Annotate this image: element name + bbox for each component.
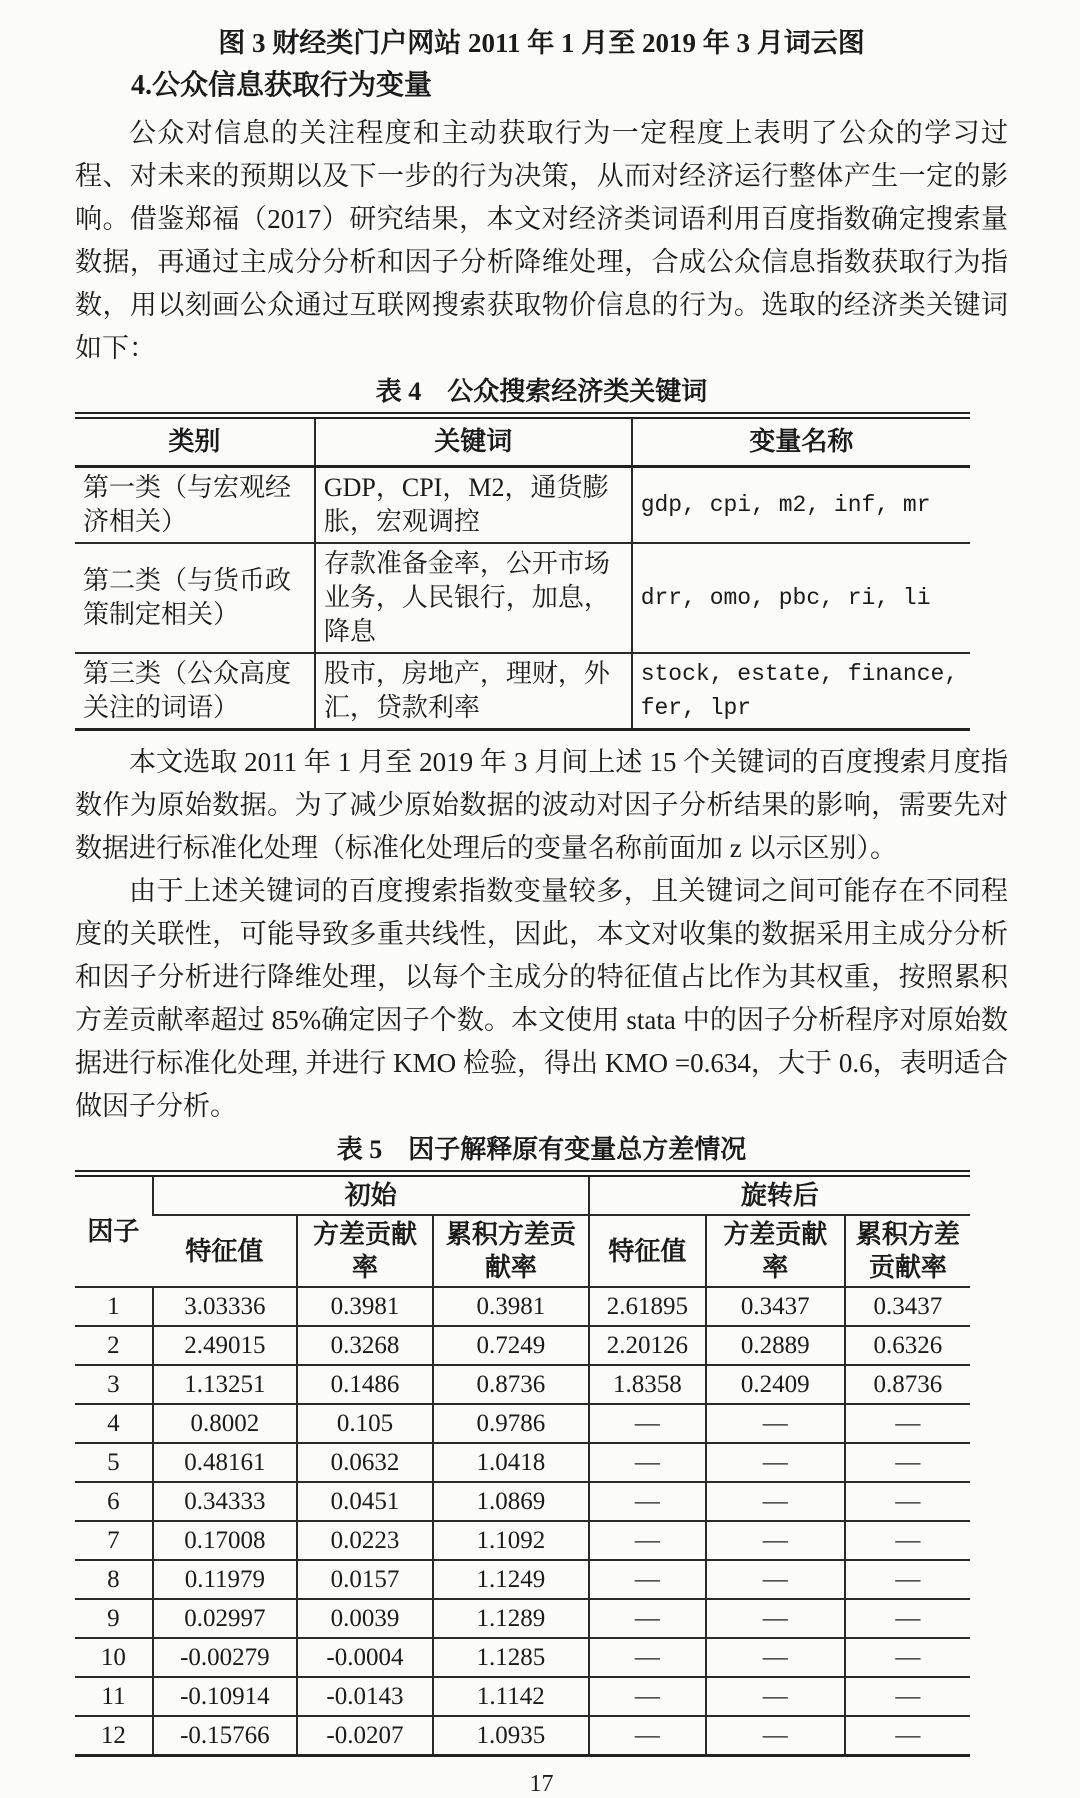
table-cell: -0.10914 xyxy=(153,1677,297,1716)
table-cell: 1.1249 xyxy=(433,1560,589,1599)
table-row xyxy=(75,1560,970,1599)
table-row xyxy=(75,1521,970,1560)
table-cell: 1.13251 xyxy=(153,1365,297,1404)
table4-body xyxy=(75,467,970,730)
table-cell: — xyxy=(845,1560,970,1599)
table-cell: 1.1289 xyxy=(433,1599,589,1638)
table-row xyxy=(75,1599,970,1638)
table-cell: 0.1486 xyxy=(297,1365,433,1404)
table-row xyxy=(75,543,970,653)
table-cell: 0.2409 xyxy=(706,1365,845,1404)
table-cell: — xyxy=(589,1599,706,1638)
table-cell: 股市，房地产，理财，外汇，贷款利率 xyxy=(315,653,632,730)
table-cell: 6 xyxy=(75,1482,153,1521)
table-cell: — xyxy=(706,1404,845,1443)
table-cell: 0.3268 xyxy=(297,1326,433,1365)
table-cell: — xyxy=(845,1443,970,1482)
paragraph-3: 由于上述关键词的百度搜索指数变量较多，且关键词之间可能存在不同程度的关联性，可能导致多重共线性，因此，本文对收集的数据采用主成分分析和因子分析进行降维处理，以每个主成分的特征值占比作为其权重，按照累积方差贡献率超过 85%确定因子个数。本文使用 stata 中的因子分析程序对原始数据进行标准化处理, 并进行 KMO 检验，得出 KMO =0.634，大于 0.6，表明适合做因子分析。 xyxy=(75,876,1008,1121)
table-cell: 存款准备金率，公开市场业务，人民银行，加息，降息 xyxy=(315,543,632,653)
table-cell: 0.0451 xyxy=(297,1482,433,1521)
table-cell: 2.20126 xyxy=(589,1326,706,1365)
table-row xyxy=(75,1326,970,1365)
table-cell: — xyxy=(845,1482,970,1521)
table-cell: 第三类（公众高度关注的词语） xyxy=(75,653,315,730)
table-cell: 2 xyxy=(75,1326,153,1365)
table-cell: 0.0039 xyxy=(297,1599,433,1638)
table-cell: 2.49015 xyxy=(153,1326,297,1365)
table-cell: 1.8358 xyxy=(589,1365,706,1404)
table-cell: — xyxy=(845,1716,970,1756)
table-cell: 0.17008 xyxy=(153,1521,297,1560)
table-row xyxy=(75,1482,970,1521)
table-cell: — xyxy=(589,1677,706,1716)
table-cell: 1.1285 xyxy=(433,1638,589,1677)
table4-header-varnames: 变量名称 xyxy=(632,416,970,467)
table-cell: drr, omo, pbc, ri, li xyxy=(632,543,970,653)
table5-subheader-cumulative-rotated: 累积方差贡献率 xyxy=(845,1215,970,1287)
table4-caption: 表 4 公众搜索经济类关键词 xyxy=(375,377,708,406)
table-cell: — xyxy=(845,1638,970,1677)
table-cell: 0.8736 xyxy=(433,1365,589,1404)
table-row xyxy=(75,467,970,544)
table-cell: 0.8002 xyxy=(153,1404,297,1443)
figure3-caption: 图 3 财经类门户网站 2011 年 1 月至 2019 年 3 月词云图 xyxy=(218,28,865,58)
table5-group-header-row xyxy=(75,1174,970,1216)
table-cell: — xyxy=(845,1404,970,1443)
table-row xyxy=(75,1677,970,1716)
table-cell: 0.3437 xyxy=(706,1287,845,1326)
table-row xyxy=(75,1287,970,1326)
table-cell: — xyxy=(589,1404,706,1443)
table-row xyxy=(75,1638,970,1677)
table-row xyxy=(75,1443,970,1482)
table-row xyxy=(75,1716,970,1756)
table-cell: 1.0869 xyxy=(433,1482,589,1521)
table-cell: 0.6326 xyxy=(845,1326,970,1365)
table-cell: 0.3437 xyxy=(845,1287,970,1326)
table5-caption: 表 5 因子解释原有变量总方差情况 xyxy=(336,1135,747,1164)
table-row xyxy=(75,653,970,730)
table-cell: 3.03336 xyxy=(153,1287,297,1326)
table-cell: 9 xyxy=(75,1599,153,1638)
table-row xyxy=(75,1404,970,1443)
table-row xyxy=(75,1365,970,1404)
table5-group-initial: 初始 xyxy=(153,1174,589,1216)
table-cell: 0.11979 xyxy=(153,1560,297,1599)
table-cell: — xyxy=(706,1677,845,1716)
table-cell: 0.3981 xyxy=(297,1287,433,1326)
section-heading: 4.公众信息获取行为变量 xyxy=(131,70,433,101)
table5-variance xyxy=(75,1170,970,1757)
table-cell: -0.0004 xyxy=(297,1638,433,1677)
table-cell: — xyxy=(589,1638,706,1677)
table5-subheader-cumulative-initial: 累积方差贡献率 xyxy=(433,1215,589,1287)
page-number: 17 xyxy=(529,1771,554,1797)
table-cell: 第二类（与货币政策制定相关） xyxy=(75,543,315,653)
table-cell: 第一类（与宏观经济相关） xyxy=(75,467,315,544)
table4-header-keywords: 关键词 xyxy=(315,416,632,467)
table5-subheader-eigen-rotated: 特征值 xyxy=(589,1215,706,1287)
table5-group-rotated: 旋转后 xyxy=(589,1174,970,1216)
table-cell: -0.0207 xyxy=(297,1716,433,1756)
table5-body xyxy=(75,1287,970,1756)
table-cell: — xyxy=(845,1521,970,1560)
table5-subheader-eigen-initial: 特征值 xyxy=(153,1215,297,1287)
table-cell: 3 xyxy=(75,1365,153,1404)
table-cell: 0.2889 xyxy=(706,1326,845,1365)
table-cell: — xyxy=(845,1677,970,1716)
table-cell: — xyxy=(706,1599,845,1638)
table-cell: gdp, cpi, m2, inf, mr xyxy=(632,467,970,544)
table5-subheader-variance-initial: 方差贡献率 xyxy=(297,1215,433,1287)
table-cell: — xyxy=(589,1521,706,1560)
table-cell: — xyxy=(589,1443,706,1482)
table-cell: 0.02997 xyxy=(153,1599,297,1638)
table-cell: 5 xyxy=(75,1443,153,1482)
table-cell: 0.0223 xyxy=(297,1521,433,1560)
table-cell: 1 xyxy=(75,1287,153,1326)
table-cell: -0.15766 xyxy=(153,1716,297,1756)
table-cell: 0.105 xyxy=(297,1404,433,1443)
table-cell: 8 xyxy=(75,1560,153,1599)
table-cell: 0.3981 xyxy=(433,1287,589,1326)
table-cell: — xyxy=(706,1443,845,1482)
table5-header-factor: 因子 xyxy=(75,1174,153,1288)
table-cell: — xyxy=(706,1560,845,1599)
table-cell: 2.61895 xyxy=(589,1287,706,1326)
table-cell: 12 xyxy=(75,1716,153,1756)
table-cell: 1.1142 xyxy=(433,1677,589,1716)
table-cell: 0.9786 xyxy=(433,1404,589,1443)
table-cell: — xyxy=(589,1716,706,1756)
table-cell: 4 xyxy=(75,1404,153,1443)
table-cell: 0.0632 xyxy=(297,1443,433,1482)
table-cell: 1.1092 xyxy=(433,1521,589,1560)
table-cell: — xyxy=(706,1638,845,1677)
table-cell: -0.00279 xyxy=(153,1638,297,1677)
table-cell: 0.48161 xyxy=(153,1443,297,1482)
table-cell: 1.0935 xyxy=(433,1716,589,1756)
table-cell: 0.0157 xyxy=(297,1560,433,1599)
table-cell: — xyxy=(589,1560,706,1599)
table-cell: 7 xyxy=(75,1521,153,1560)
table-cell: 0.34333 xyxy=(153,1482,297,1521)
table-cell: 11 xyxy=(75,1677,153,1716)
table4-header-category: 类别 xyxy=(75,416,315,467)
table-cell: — xyxy=(706,1482,845,1521)
table-cell: — xyxy=(589,1482,706,1521)
table4-header-row xyxy=(75,416,970,467)
table5-subheader-variance-rotated: 方差贡献率 xyxy=(706,1215,845,1287)
table-cell: — xyxy=(706,1521,845,1560)
table-cell: — xyxy=(845,1599,970,1638)
table-cell: GDP，CPI，M2，通货膨胀，宏观调控 xyxy=(315,467,632,544)
paragraph-2: 本文选取 2011 年 1 月至 2019 年 3 月间上述 15 个关键词的百度搜索月度指数作为原始数据。为了减少原始数据的波动对因子分析结果的影响，需要先对数据进行标准化处理（标准化处理后的变量名称前面加 z 以示区别）。 xyxy=(75,747,1008,863)
table-cell: 10 xyxy=(75,1638,153,1677)
table-cell: stock, estate, finance, fer, lpr xyxy=(632,653,970,730)
table-cell: — xyxy=(706,1716,845,1756)
table4-keywords xyxy=(75,412,970,731)
table5-subheader-row xyxy=(75,1215,970,1287)
table-cell: 1.0418 xyxy=(433,1443,589,1482)
paragraph-1: 公众对信息的关注程度和主动获取行为一定程度上表明了公众的学习过程、对未来的预期以及下一步的行为决策，从而对经济运行整体产生一定的影响。借鉴郑福（2017）研究结果，本文对经济类词语利用百度指数确定搜索量数据，再通过主成分分析和因子分析降维处理，合成公众信息指数获取行为指数，用以刻画公众通过互联网搜索获取物价信息的行为。选取的经济类关键词如下： xyxy=(75,118,1008,363)
table-cell: -0.0143 xyxy=(297,1677,433,1716)
table-cell: 0.7249 xyxy=(433,1326,589,1365)
table-cell: 0.8736 xyxy=(845,1365,970,1404)
